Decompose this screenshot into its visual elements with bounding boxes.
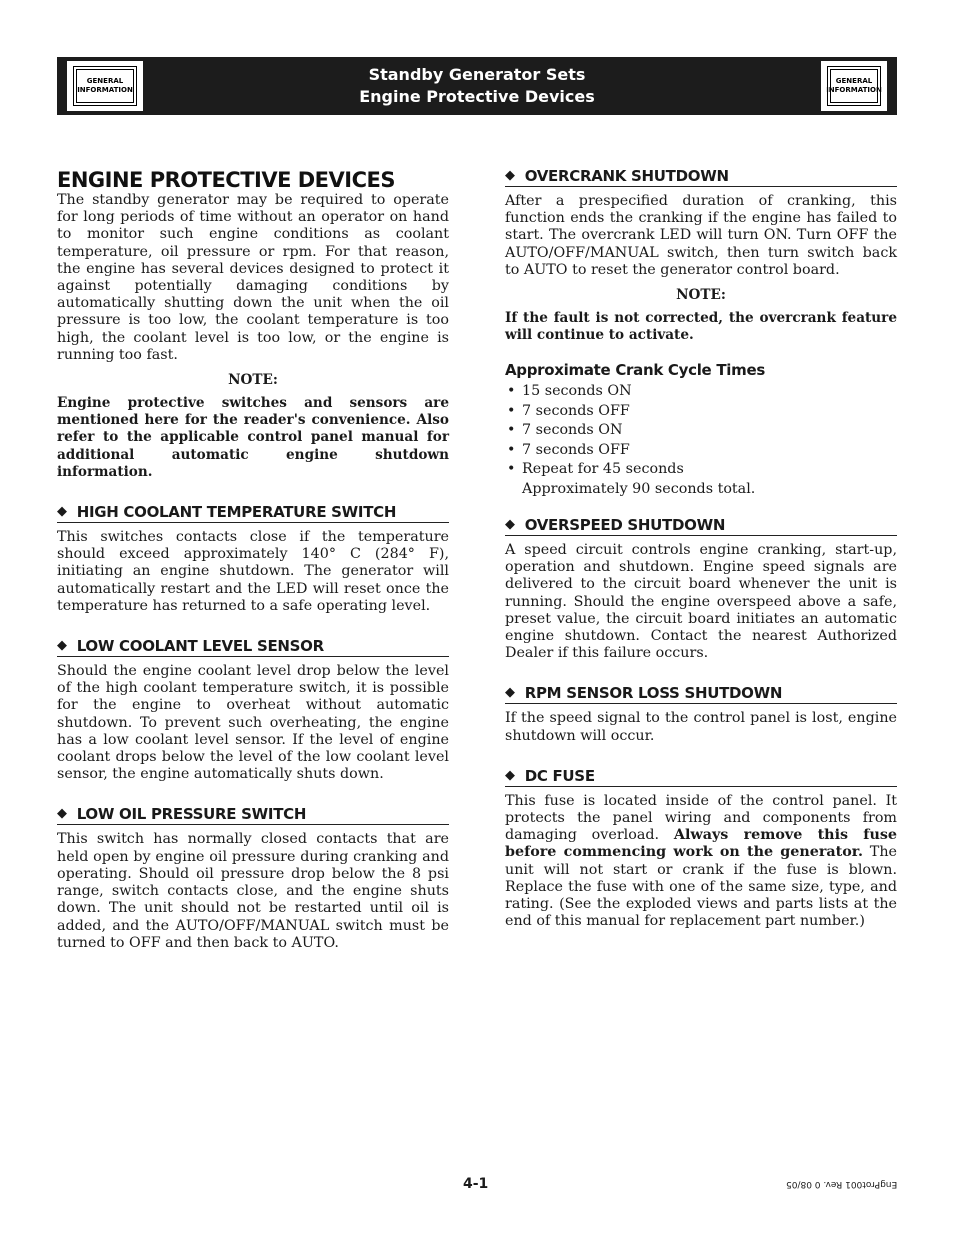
diamond-bullet-icon: ◆ [57,806,67,822]
badge-label: GENERAL INFORMATION [77,77,133,94]
crank-cycle-list [505,382,897,480]
list-item: • Repeat for 45 seconds [505,460,897,480]
section-heading-text: LOW COOLANT LEVEL SENSOR [76,637,324,656]
dc-fuse-text-b: The unit will not start or crank if the fuse is blown. Replace the fuse with one of the same size, type, and rating. (See the exploded views and parts lists at the end of this manual for replacement part number.) [505,844,897,930]
section-heading-overspeed [505,515,897,536]
intro-paragraph: The standby generator may be required to operate for long periods of time without an operator on hand to monitor such engine conditions as coolant temperature, oil pressure or rpm. For that reason, the engine has several devices designed to protect it against potentially damaging conditions by automatically shutting down the unit when the oil pressure is too low, the coolant temperature is too high, the coolant level is too low, or the engine is running too fast. [57,192,449,363]
left-column [57,166,449,952]
section-heading-rpm-sensor-loss [505,683,897,704]
section-heading-low-oil-pressure [57,804,449,825]
list-item: • 7 seconds OFF [505,402,897,422]
section-text-high-coolant-temperature: This switches contacts close if the temperature should exceed approximately 140° C (284° F), initiating an engine shutdown. The generator will automatically restart and the LED will reset once the temperature has returned to a safe operating level. [57,529,449,614]
list-item: • 15 seconds ON [505,382,897,402]
section-heading-dc-fuse [505,766,897,787]
diamond-bullet-icon: ◆ [505,516,515,532]
section-text-overspeed: A speed circuit controls engine cranking, start-up, operation and shutdown. Engine speed signals are delivered to the circuit board whenever the unit is running. Should the engine overspeed above a safe, preset value, the circuit board initiates an automatic engine shutdown. Contact the nearest Authorized Dealer if this failure occurs. [505,541,897,662]
diamond-bullet-icon: ◆ [505,767,515,783]
section-text-overcrank: After a prespecified duration of cranking, this function ends the cranking if the engine has failed to start. The overcrank LED will turn ON. Turn OFF the AUTO/OFF/MANUAL switch, then turn switch back to AUTO to reset the generator control board. [505,193,897,278]
diamond-bullet-icon: ◆ [57,638,67,654]
note-label: NOTE: [228,372,278,389]
dc-fuse-warning: Always remove this fuse before commencing work on the generator. [505,827,898,861]
section-text-rpm-sensor-loss: If the speed signal to the control panel is lost, engine shutdown will occur. [505,710,897,744]
section-heading-text: OVERCRANK SHUTDOWN [524,167,729,185]
diamond-bullet-icon: ◆ [505,685,515,701]
section-heading-overcrank [505,166,897,187]
header-banner [57,57,897,115]
section-heading-text: OVERSPEED SHUTDOWN [524,515,726,534]
diamond-bullet-icon: ◆ [505,168,515,183]
section-text-low-oil-pressure: This switch has normally closed contacts that are held open by engine oil pressure during cranking and operating. Should oil pressure drop below the 8 psi range, switch contacts close, and the engine shuts down. The unit should not be restarted until oil is added, and the AUTO/OFF/MANUAL switch must be turned to OFF and then back to AUTO. [57,831,449,951]
list-item: • 7 seconds OFF [505,441,897,461]
note-text: Engine protective switches and sensors are mentioned here for the reader's convenience. Also refer to the applicable control panel manual for additional automatic engine shutdown information. [57,395,449,480]
dc-fuse-text-a: This fuse is located inside of the control panel. It protects the panel wiring and components from damaging overload. [505,792,897,844]
section-heading-text: DC FUSE [524,766,595,785]
right-column [505,166,897,930]
page-title: ENGINE PROTECTIVE DEVICES [57,168,395,192]
page-number: 4-1 [463,1176,489,1192]
document-code: EngProt001 Rev. 0 08/05 [785,1179,897,1189]
note-text: If the fault is not corrected, the overcrank feature will continue to activate. [505,310,897,344]
header-titles [57,64,897,108]
diamond-bullet-icon: ◆ [57,504,67,520]
crank-cycle-total: Approximately 90 seconds total. [522,480,756,497]
badge-label: GENERAL INFORMATION [826,77,882,94]
header-title-line1: Standby Generator Sets [368,65,586,84]
section-heading-text: RPM SENSOR LOSS SHUTDOWN [524,684,783,703]
list-item: • 7 seconds ON [505,421,897,441]
general-information-badge-right [821,61,887,111]
section-heading-text: LOW OIL PRESSURE SWITCH [76,805,307,824]
header-title-line2: Engine Protective Devices [359,87,595,106]
crank-cycle-heading: Approximate Crank Cycle Times [505,361,765,380]
section-text-low-coolant-level: Should the engine coolant level drop below the level of the high coolant temperature switch, it is possible for the engine to overheat without automatic shutdown. To prevent such overheating, the engine has a low coolant level sensor. If the level of engine coolant drops below the level of the low coolant level sensor, the engine automatically shuts down. [57,663,449,783]
section-heading-text: HIGH COOLANT TEMPERATURE SWITCH [76,503,397,522]
section-text-dc-fuse [505,793,897,931]
section-heading-low-coolant-level [57,636,449,657]
note-label: NOTE: [676,287,726,304]
section-heading-high-coolant-temperature [57,502,449,523]
